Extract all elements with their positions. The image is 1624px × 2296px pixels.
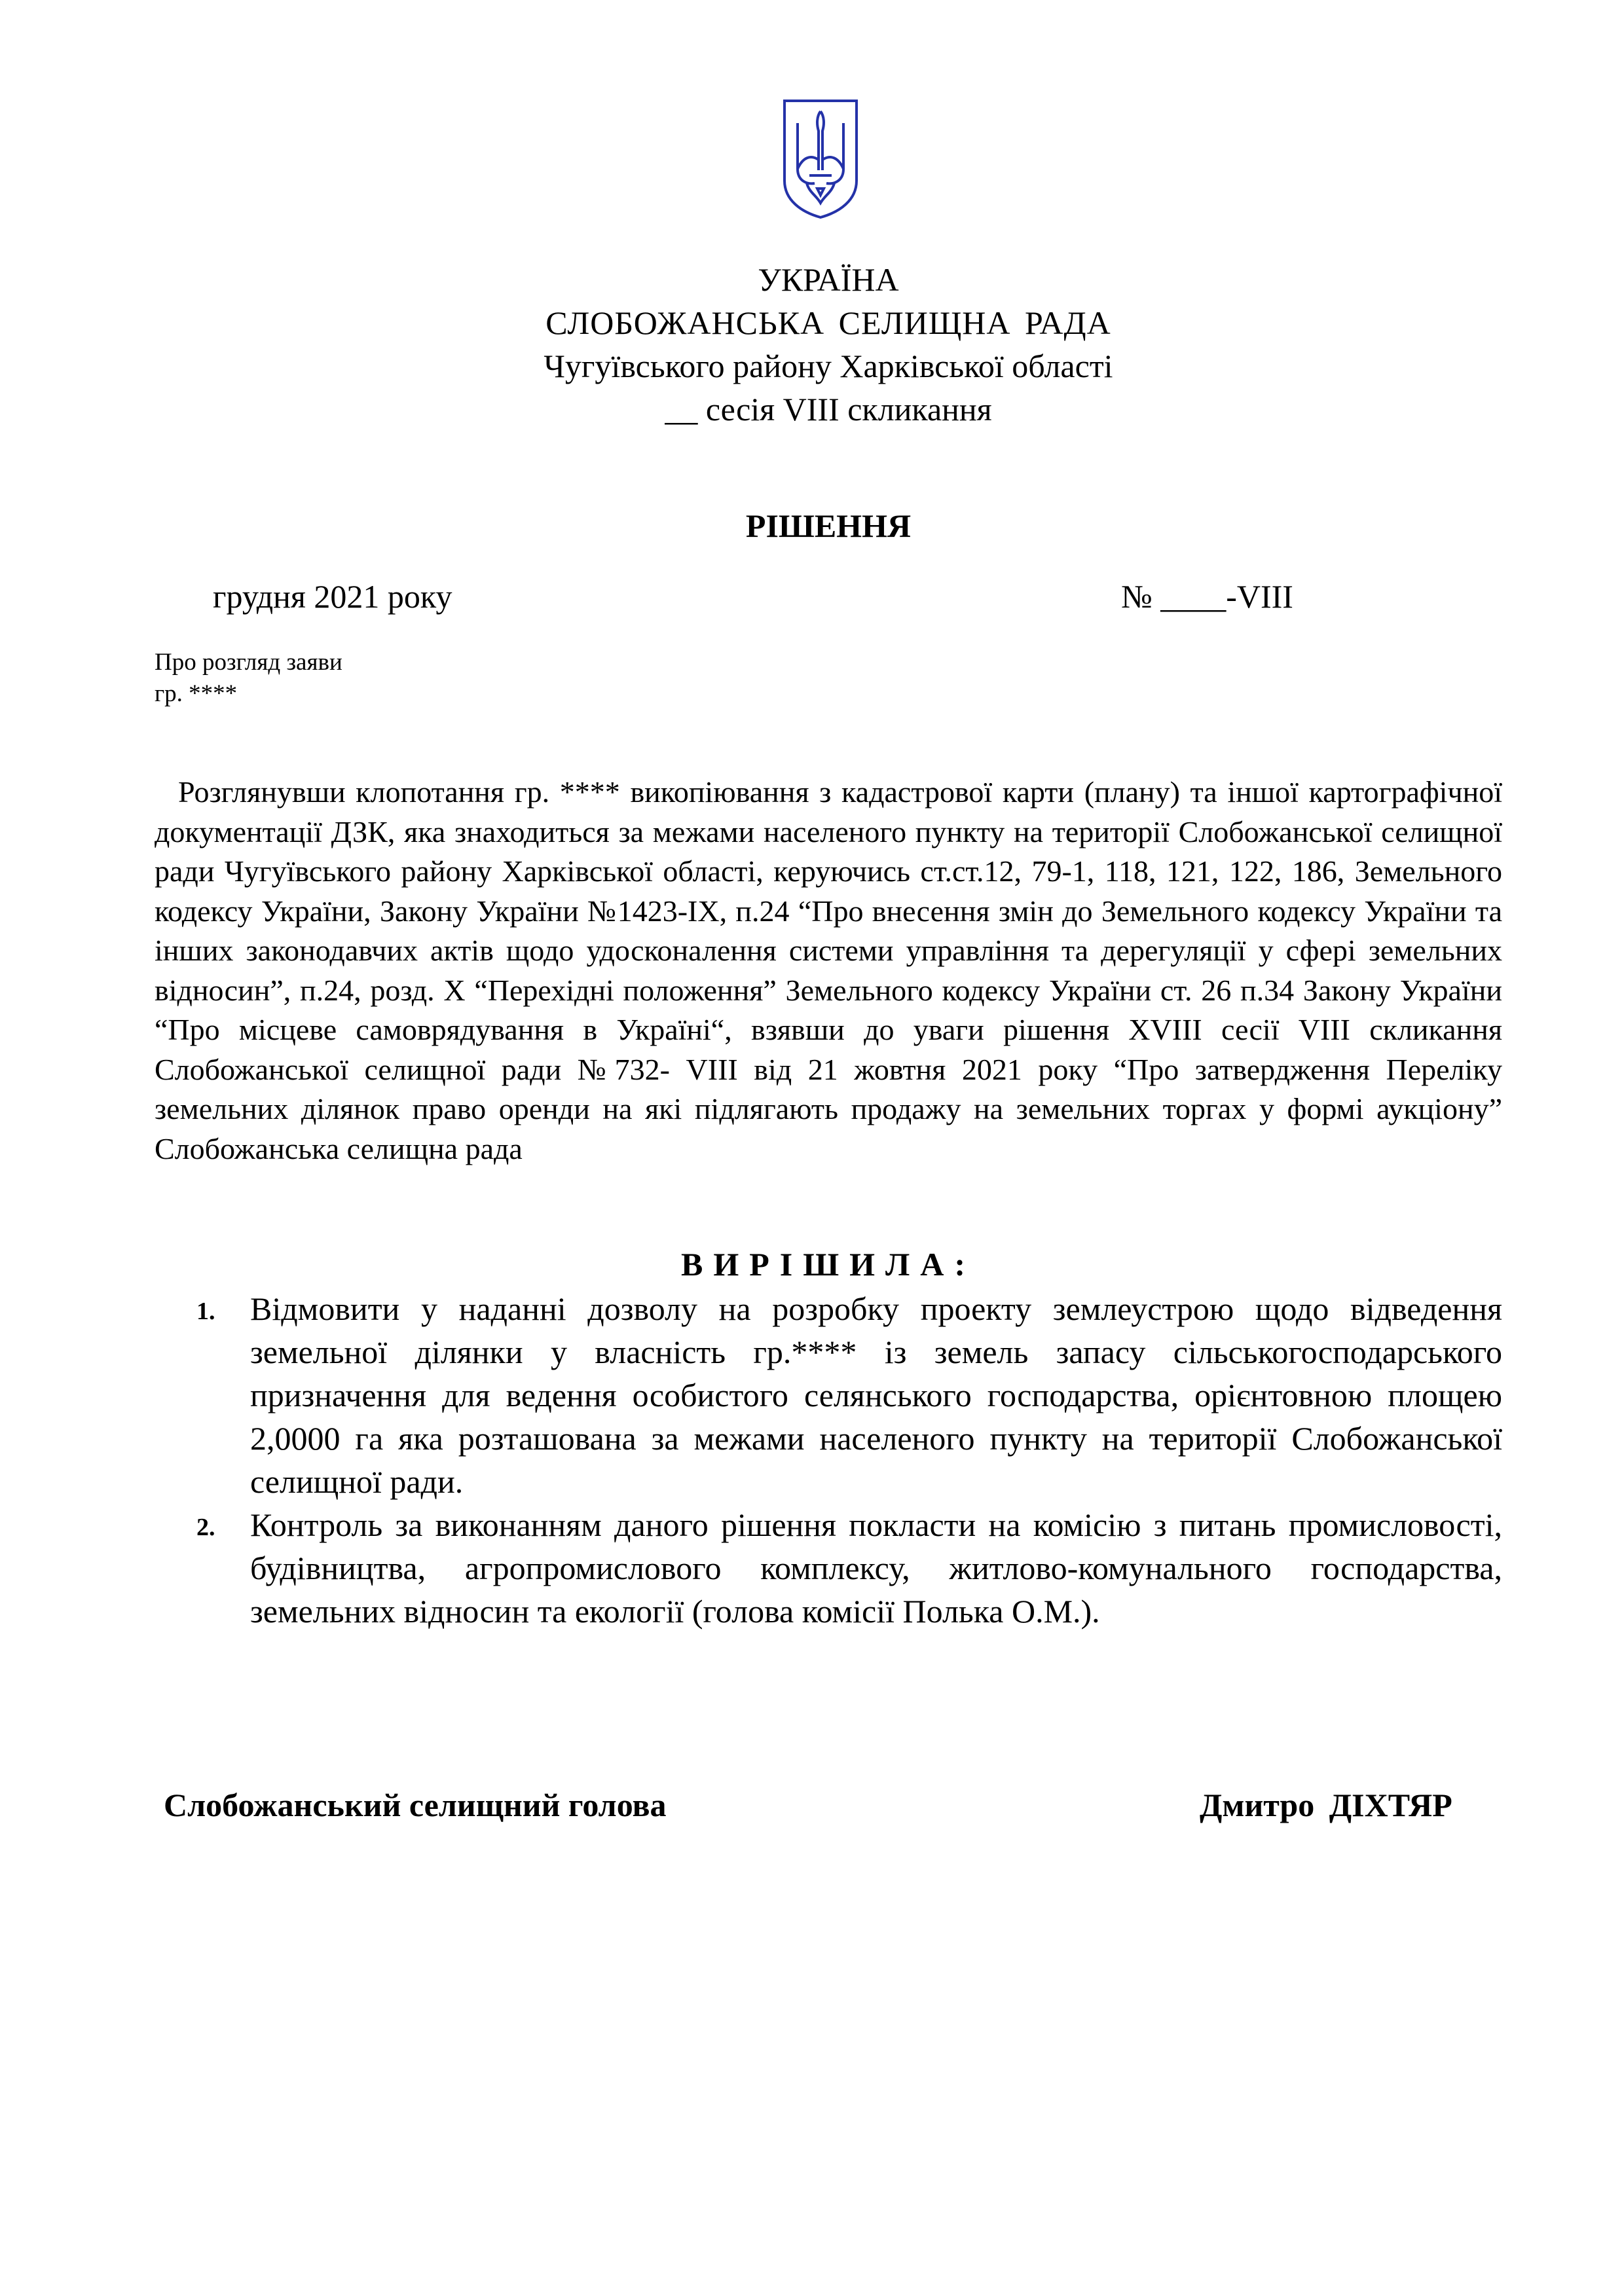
subject-line: гр. **** bbox=[155, 680, 238, 707]
decision-item bbox=[196, 1503, 1502, 1633]
item-text: Відмовити у наданні дозволу на розробку проекту землеустрою щодо відведення земельної ділянки у власність гр.**** із земель запасу сільськогосподарського призначення для ведення особистого селянського господарства, орієнтовною площею 2,0000 га яка розташована за межами населеного пункту на території Слобожанської селищної ради. bbox=[250, 1290, 1502, 1500]
header-session: __ сесія VIII скликання bbox=[665, 391, 992, 428]
decision-item bbox=[196, 1287, 1502, 1503]
signatory-name: Дмитро ДІХТЯР bbox=[1200, 1787, 1452, 1823]
item-number: 2. bbox=[196, 1514, 215, 1541]
signatory-position: Слобожанський селищний голова bbox=[164, 1787, 667, 1823]
item-number: 1. bbox=[196, 1298, 215, 1325]
decision-subject bbox=[155, 647, 342, 710]
decision-date: грудня 2021 року bbox=[213, 578, 452, 615]
decision-number: № ____-VIII bbox=[1121, 578, 1293, 615]
subject-line: Про розгляд заяви bbox=[155, 649, 342, 676]
document-title: РІШЕННЯ bbox=[745, 507, 912, 544]
item-text: Контроль за виконанням даного рішення покласти на комісію з питань промисловості, будівництва, агропромислового комплексу, житлово-комунального господарства, земельних відносин та екології (голова комісії Полька О.М.). bbox=[250, 1506, 1502, 1630]
header-district: Чугуївського району Харківської області bbox=[544, 348, 1113, 384]
header-council: СЛОБОЖАНСЬКА СЕЛИЩНА РАДА bbox=[545, 304, 1111, 341]
decision-items bbox=[196, 1287, 1502, 1633]
header-country: УКРАЇНА bbox=[758, 261, 899, 298]
trident-coat-of-arms-icon bbox=[781, 97, 860, 220]
preamble-paragraph: Розглянувши клопотання гр. **** викопіювання з кадастрової карти (плану) та іншої картографічної документації ДЗК, яка знаходиться за межами населеного пункту на території Слобожанської селищної ради Чугуївського району Харківської області, керуючись ст.ст.12, 79-1, 118, 121, 122, 186, Земельного кодексу України, Закону України №1423-IX, п.24 “Про внесення змін до Земельного кодексу України та інших законодавчих актів щодо удосконалення системи управління та дерегуляції у сфері земельних відносин”, п.24, розд. X “Перехідні положення” Земельного кодексу України ст. 26 п.34 Закону України “Про місцеве самоврядування в Україні“, взявши до уваги рішення XVIII сесії VIII скликання Слобожанської селищної ради №732- VIII від 21 жовтня 2021 року “Про затвердження Переліку земельних ділянок право оренди на які підлягають продажу на земельних торгах у формі аукціону” Слобожанська селищна рада bbox=[155, 775, 1502, 1165]
decided-heading: ВИРІШИЛА: bbox=[680, 1246, 976, 1283]
